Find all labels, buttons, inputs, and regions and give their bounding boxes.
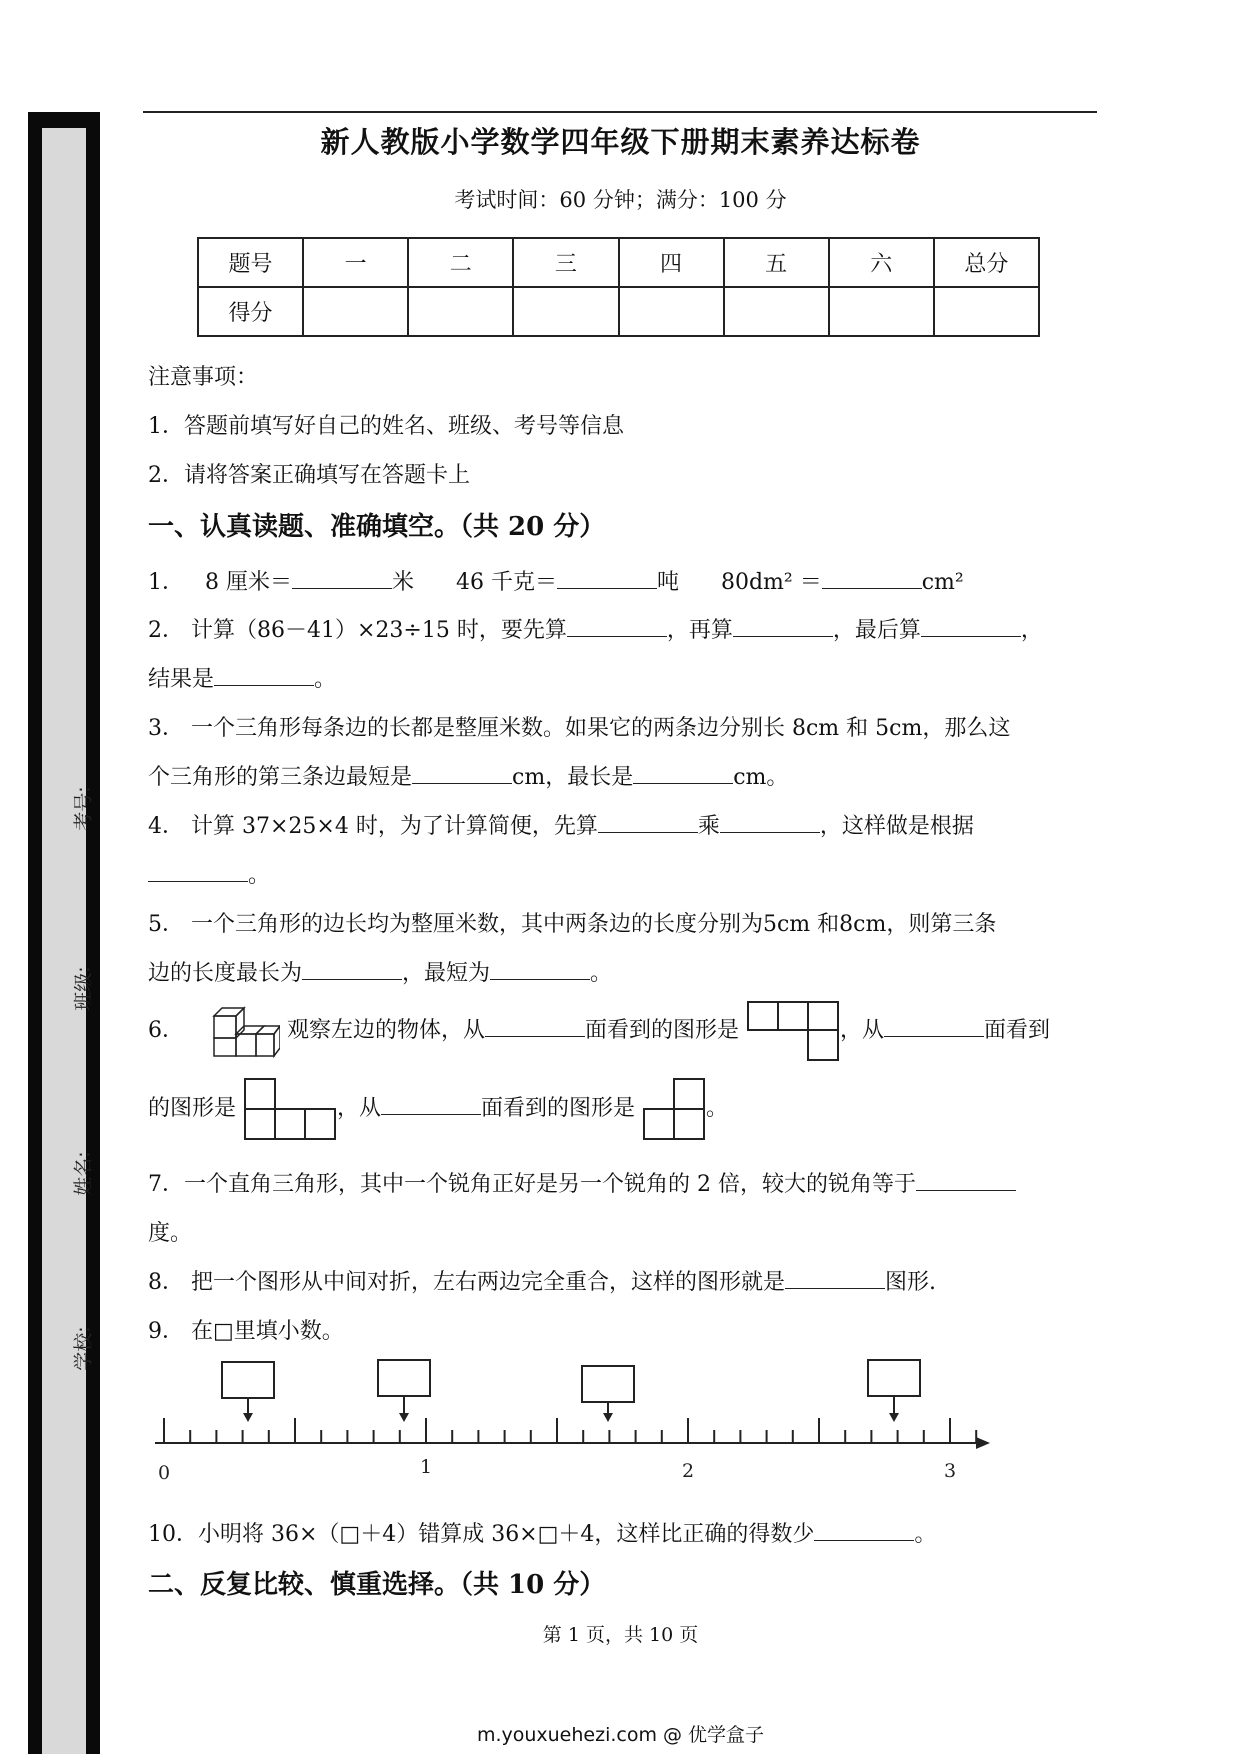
q1-unit-a: 米 <box>391 570 414 595</box>
question-3-cont <box>148 760 788 791</box>
tick-label: 2 <box>681 1460 695 1482</box>
score-table-header-row <box>198 238 1039 287</box>
question-6 <box>148 1000 1050 1062</box>
q6-text: ，从 <box>840 1018 885 1043</box>
q5-text: ，最短为 <box>402 961 491 986</box>
binding-strip-inner <box>42 128 86 1754</box>
q6-text: 观察左边的物体，从 <box>286 1018 485 1043</box>
score-input-cell[interactable] <box>724 287 829 336</box>
answer-blank[interactable] <box>412 761 512 784</box>
q7-text: 7．一个直角三角形，其中一个锐角正好是另一个锐角的 2 倍，较大的锐角等于 <box>148 1172 916 1197</box>
score-input-cell[interactable] <box>513 287 618 336</box>
answer-blank[interactable] <box>921 614 1021 637</box>
notes-title: 注意事项： <box>148 365 259 390</box>
question-5: 5． 一个三角形的边长均为整厘米数，其中两条边的长度分别为5cm 和8cm，则第三条 <box>148 912 997 937</box>
answer-blank[interactable] <box>148 859 248 882</box>
score-input-cell[interactable] <box>934 287 1039 336</box>
answer-blank[interactable] <box>381 1092 481 1115</box>
q1-number: 1． <box>148 570 184 595</box>
question-4-cont <box>148 858 270 889</box>
exam-number-label: 考号: <box>72 786 95 831</box>
answer-blank[interactable] <box>292 566 392 589</box>
q4-text: 4． 计算 37×25×4 时，为了计算简便，先算 <box>148 814 598 839</box>
section2-heading: 二、反复比较、慎重选择。（共 10 分） <box>148 1570 606 1600</box>
page-number: 第 1 页，共 10 页 <box>542 1624 699 1646</box>
question-5-cont <box>148 956 612 987</box>
question-9: 9． 在□里填小数。 <box>148 1319 344 1344</box>
view-figure-1 <box>746 1000 840 1062</box>
score-table-score-row <box>198 287 1039 336</box>
answer-blank[interactable] <box>567 614 667 637</box>
question-10 <box>148 1517 936 1548</box>
score-table-cell: 二 <box>408 238 513 287</box>
pointer-arrow <box>603 1413 613 1422</box>
exam-info: 考试时间：60 分钟；满分：100 分 <box>454 188 787 212</box>
answer-blank[interactable] <box>785 1266 885 1289</box>
question-6-cont <box>148 1077 728 1141</box>
q2-text: 2． 计算（86－41）×23÷15 时，要先算 <box>148 618 567 643</box>
class-label: 班级: <box>72 966 95 1011</box>
question-7-cont: 度。 <box>148 1221 193 1246</box>
answer-blank[interactable] <box>598 810 698 833</box>
answer-blank[interactable] <box>302 957 402 980</box>
answer-blank[interactable] <box>814 1518 914 1541</box>
q4-text: 。 <box>248 863 271 888</box>
q8-text: 图形. <box>885 1270 936 1295</box>
page-title: 新人教版小学数学四年级下册期末素养达标卷 <box>320 125 921 159</box>
q6-text: ，从 <box>337 1096 382 1121</box>
q4-text: 乘 <box>697 814 720 839</box>
q2-text: ， <box>1020 618 1043 643</box>
answer-box[interactable] <box>378 1360 430 1396</box>
section1-heading: 一、认真读题、准确填空。（共 20 分） <box>148 512 606 542</box>
answer-blank[interactable] <box>884 1014 984 1037</box>
answer-blank[interactable] <box>557 566 657 589</box>
q8-text: 8． 把一个图形从中间对折，左右两边完全重合，这样的图形就是 <box>148 1270 785 1295</box>
answer-blank[interactable] <box>822 566 922 589</box>
q3-text: cm，最长是 <box>512 765 634 790</box>
q5-text: 。 <box>590 961 613 986</box>
score-table-cell: 总分 <box>934 238 1039 287</box>
answer-blank[interactable] <box>490 957 590 980</box>
question-2-cont <box>148 662 336 693</box>
view-figure-2 <box>243 1077 337 1141</box>
question-1 <box>148 565 964 596</box>
pointer-arrow <box>399 1413 409 1422</box>
q1-part-a: 8 厘米＝ <box>204 570 292 595</box>
score-input-cell[interactable] <box>829 287 934 336</box>
answer-blank[interactable] <box>733 614 833 637</box>
q6-text: 面看到的图形是 <box>585 1018 740 1043</box>
answer-blank[interactable] <box>633 761 733 784</box>
cube-object-figure <box>212 1004 280 1058</box>
q1-unit-b: 吨 <box>656 570 679 595</box>
number-line <box>150 1350 1010 1490</box>
q2-text: 。 <box>314 667 337 692</box>
answer-box[interactable] <box>582 1366 634 1402</box>
question-8 <box>148 1265 936 1296</box>
score-table-cell: 五 <box>724 238 829 287</box>
answer-box[interactable] <box>222 1362 274 1398</box>
score-table-cell: 一 <box>303 238 408 287</box>
q10-text: 10．小明将 36×（□＋4）错算成 36×□＋4，这样比正确的得数少 <box>148 1522 815 1547</box>
score-table-cell: 得分 <box>198 287 303 336</box>
q2-text: ，最后算 <box>832 618 921 643</box>
q6-text: 面看到的图形是 <box>481 1096 636 1121</box>
score-table-cell: 四 <box>619 238 724 287</box>
q10-text: 。 <box>914 1522 937 1547</box>
q6-text: 面看到 <box>984 1018 1051 1043</box>
q2-text: 结果是 <box>148 667 215 692</box>
q1-part-c: 80dm² ＝ <box>720 570 822 595</box>
q1-part-b: 46 千克＝ <box>455 570 557 595</box>
q2-text: ，再算 <box>666 618 733 643</box>
note-item: 1．答题前填写好自己的姓名、班级、考号等信息 <box>148 414 624 439</box>
question-2 <box>148 613 1043 644</box>
score-input-cell[interactable] <box>303 287 408 336</box>
note-item: 2．请将答案正确填写在答题卡上 <box>148 463 470 488</box>
pointer-arrow <box>243 1413 253 1422</box>
number-line-arrow <box>976 1437 990 1449</box>
school-label: 学校: <box>72 1326 95 1371</box>
pointer-arrow <box>889 1413 899 1422</box>
q6-text: 的图形是 <box>148 1096 237 1121</box>
q6-number: 6． <box>148 1018 184 1043</box>
q4-text: ，这样做是根据 <box>819 814 974 839</box>
question-4 <box>148 809 974 840</box>
tick-label: 0 <box>157 1462 171 1484</box>
tick-label: 1 <box>419 1456 433 1478</box>
answer-blank[interactable] <box>485 1014 585 1037</box>
score-table-cell: 六 <box>829 238 934 287</box>
question-7 <box>148 1167 1016 1198</box>
q3-text: cm。 <box>733 765 789 790</box>
score-table-cell: 三 <box>513 238 618 287</box>
top-rule <box>143 111 1097 113</box>
answer-blank[interactable] <box>916 1168 1016 1191</box>
q3-text: 个三角形的第三条边最短是 <box>148 765 413 790</box>
tick-label: 3 <box>943 1460 957 1482</box>
q1-unit-c: cm² <box>921 570 964 595</box>
score-input-cell[interactable] <box>408 287 513 336</box>
answer-blank[interactable] <box>720 810 820 833</box>
question-3: 3． 一个三角形每条边的长都是整厘米数。如果它的两条边分别长 8cm 和 5cm，那么这 <box>148 716 1011 741</box>
q5-text: 边的长度最长为 <box>148 961 303 986</box>
watermark: m.youxuehezi.com @ 优学盒子 <box>476 1724 765 1746</box>
answer-blank[interactable] <box>214 663 314 686</box>
score-table <box>197 237 1040 337</box>
q6-text: 。 <box>706 1096 729 1121</box>
name-label: 姓名: <box>72 1151 95 1196</box>
view-figure-3 <box>642 1077 706 1141</box>
answer-box[interactable] <box>868 1360 920 1396</box>
score-table-cell: 题号 <box>198 238 303 287</box>
score-input-cell[interactable] <box>619 287 724 336</box>
